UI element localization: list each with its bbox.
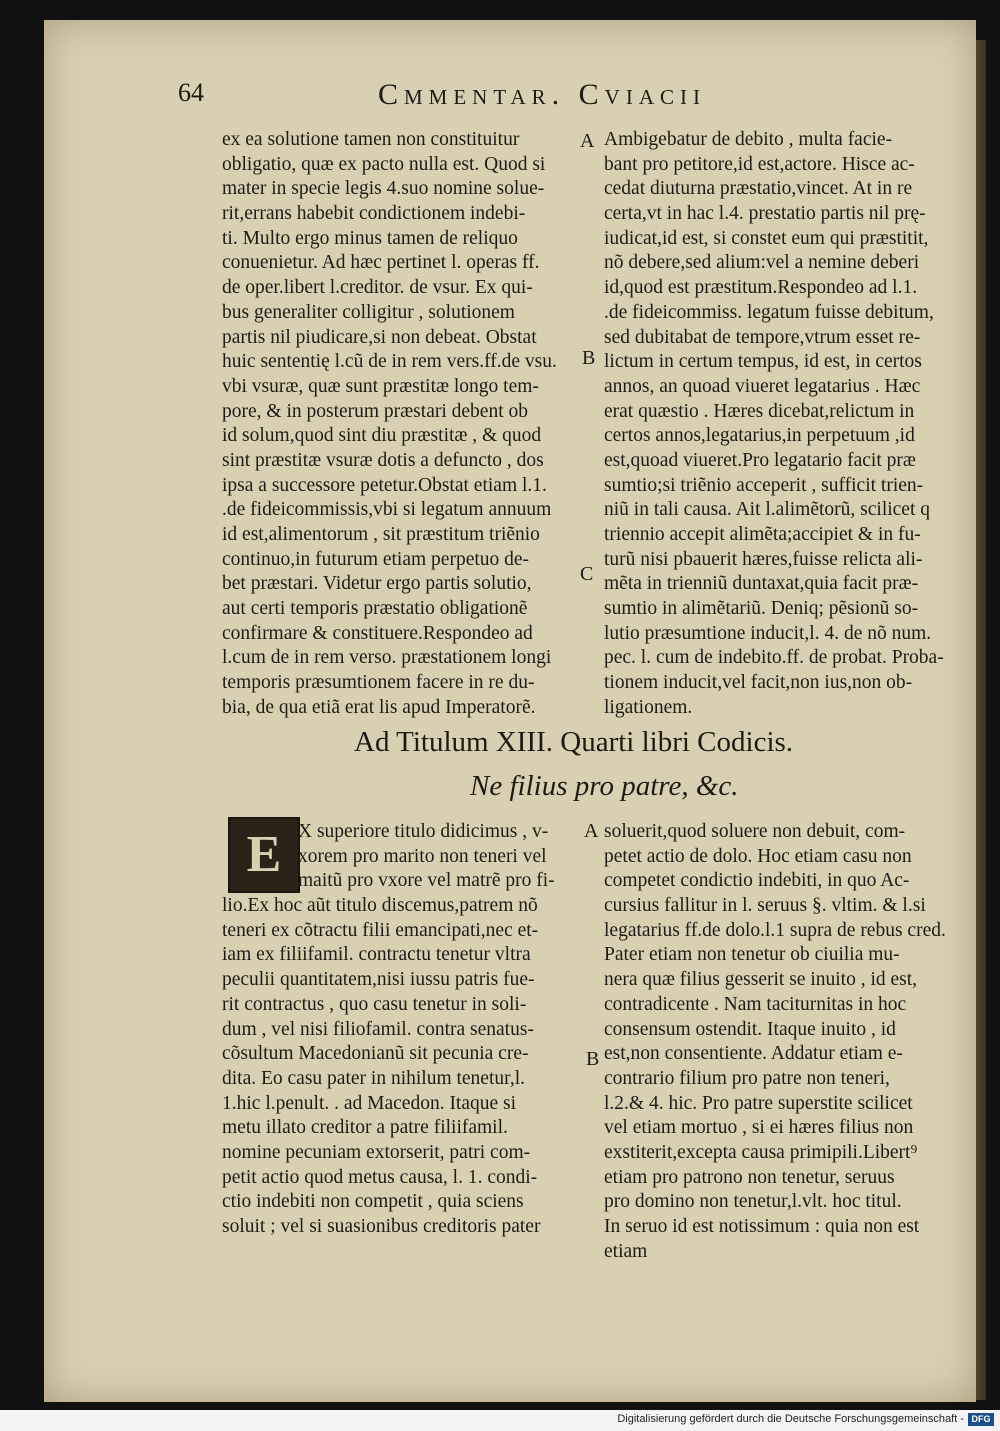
text-line: l.2.& 4. hic. Pro patre superstite scilicet (604, 1092, 913, 1114)
text-line: competet condictio indebiti, in quo Ac- (604, 870, 910, 892)
text-line: erat quæstio . Hæres dicebat,relictum in (604, 400, 915, 422)
text-line: lutio præsumtione inducit,l. 4. de nõ num. (604, 622, 932, 644)
text-line: ipsa a successore petetur.Obstat etiam l.1. (222, 474, 547, 496)
text-line: lio.Ex hoc aũt titulo discemus,patrem nõ (222, 895, 538, 917)
text-line: Ambigebatur de debito , multa facie- (604, 129, 893, 150)
dfg-logo: DFG (968, 1413, 994, 1426)
column-right-top (604, 128, 962, 721)
text-line: bant pro petitore,id est,actore. Hisce ac- (604, 153, 915, 175)
text-line: cõsultum Macedonianũ sit pecunia cre- (222, 1043, 529, 1065)
text-line: id est,alimentorum , sit præstitum triẽnio (222, 524, 540, 545)
text-line: ligationem. (604, 696, 693, 718)
margin-marker-b: B (582, 347, 596, 369)
text-line: rit,errans habebit condictionem indebi- (222, 203, 526, 225)
text-line: pore, & in posterum præstari debent ob (222, 400, 528, 422)
text-line: sint præstitæ vsuræ dotis a defuncto , dos (222, 449, 544, 471)
text-line: cursius fallitur in l. seruus §. vltim. & l.si (604, 895, 926, 917)
text-line: cedat diuturna præstatio,vincet. At in re (604, 178, 913, 200)
text-line: rit contractus , quo casu tenetur in soli- (222, 993, 527, 1015)
text-line: contradicente . Nam taciturnitas in hoc (604, 993, 907, 1015)
text-line: temporis præsumtionem facere in re du- (222, 672, 535, 694)
text-line: de oper.libert l.creditor. de vsur. Ex qui- (222, 277, 533, 299)
section-subtitle: Ne filius pro patre, &c. (470, 770, 739, 802)
margin-marker-b2: B (586, 1048, 600, 1070)
text-line: bia, de qua etiã erat lis apud Imperatorẽ. (222, 696, 536, 718)
text-line: metu illato creditor a patre filiifamil. (222, 1117, 508, 1139)
text-line: huic sententię l.cũ de in rem vers.ff.de vsu. (222, 351, 557, 373)
text-line: partis nil piudicare,si non debeat. Obstat (222, 326, 537, 348)
text-line: vbi vsuræ, quæ sunt præstitæ longo tem- (222, 375, 539, 397)
text-line: iam ex filiifamil. contractu tenetur vltra (222, 944, 531, 966)
text-line: mẽta in trienniũ duntaxat,quia facit præ- (604, 573, 919, 595)
text-line: continuo,in futurum etiam perpetuo de- (222, 548, 530, 570)
text-line: turũ nisi pbauerit hæres,fuisse relicta ali- (604, 548, 923, 570)
text-line: Pater etiam non tenetur ob ciuilia mu- (604, 944, 900, 966)
page-header (178, 78, 938, 118)
text-line: mater in specie legis 4.suo nomine solue- (222, 178, 545, 200)
text-line: id solum,quod sint diu præstitæ , & quod (222, 425, 542, 447)
column-left-top (222, 128, 572, 721)
running-head: Cmmentar. Cviacii (378, 78, 706, 111)
text-line: nõ debere,sed alium:vel a nemine deberi (604, 252, 920, 274)
text-line: bet præstari. Videtur ergo partis solutio, (222, 573, 532, 595)
text-line: lictum in certum tempus, id est, in certos (604, 351, 922, 373)
text-line: vel etiam mortuo , si ei hæres filius non (604, 1117, 914, 1139)
margin-marker-a: A (580, 130, 595, 152)
text-line: petet actio de dolo. Hoc etiam casu non (604, 845, 912, 867)
text-line: xorem pro marito non teneri vel (298, 845, 547, 867)
footer-bar (0, 1410, 1000, 1431)
text-line: In seruo id est notissimum : quia non est (604, 1216, 920, 1237)
text-line: exstiterit,excepta causa primipili.Libert⁹ (604, 1141, 918, 1163)
text-line: dita. Eo casu pater in nihilum tenetur,l. (222, 1067, 526, 1089)
page-number: 64 (178, 78, 204, 107)
text-line: tionem inducit,vel facit,non ius,non ob- (604, 672, 913, 694)
text-line: sumtio in alimẽtariũ. Deniq; pẽsionũ so- (604, 598, 919, 620)
text-line: obligatio, quæ ex pacto nulla est. Quod si (222, 153, 546, 175)
text-line: dum , vel nisi filiofamil. contra senatus- (222, 1018, 534, 1040)
text-line: consensum ostendit. Itaque inuito , id (604, 1018, 896, 1040)
margin-marker-a2: A (584, 820, 599, 842)
text-line: est,non consentiente. Addatur etiam e- (604, 1043, 903, 1065)
text-line: nera quæ filius gesserit se inuito , id est, (604, 969, 918, 991)
text-line: sumtio;si triẽnio acceperit , sufficit trien- (604, 474, 924, 496)
text-line: iudicat,id est, si constet eum qui præstitit, (604, 227, 929, 249)
column-left-bottom (222, 820, 572, 1240)
text-line: contrario filium pro patre non teneri, (604, 1067, 890, 1089)
text-line: pro domino non tenetur,l.vlt. hoc titul. (604, 1191, 902, 1213)
footer-text: Digitalisierung gefördert durch die Deutsche Forschungsgemeinschaft - (617, 1413, 964, 1425)
text-line: est,quoad viueret.Pro legatario facit præ (604, 449, 916, 471)
section-title: Ad Titulum XIII. Quarti libri Codicis. (354, 726, 794, 758)
text-line: .de fideicommiss. legatum fuisse debitum, (604, 301, 934, 323)
column-right-bottom (604, 820, 962, 1264)
text-line: ex ea solutione tamen non constituitur (222, 129, 520, 150)
text-line: soluit ; vel si suasionibus creditoris pater (222, 1216, 541, 1237)
text-line: petit actio quod metus causa, l. 1. condi- (222, 1166, 538, 1188)
text-line: etiam pro patrono non tenetur, seruus (604, 1166, 895, 1188)
text-line: ti. Multo ergo minus tamen de reliquo (222, 227, 518, 249)
text-line: sed dubitabat de tempore,vtrum esset re- (604, 326, 921, 348)
text-line: peculii quantitatem,nisi iussu patris fue- (222, 969, 535, 991)
text-line: l.cum de in rem verso. præstationem longi (222, 647, 552, 669)
text-line: certos annos,legatarius,in perpetuum ,id (604, 425, 915, 447)
text-line: id,quod est præstitum.Respondeo ad l.1. (604, 277, 918, 299)
margin-marker-c: C (580, 563, 594, 585)
text-line: aut certi temporis præstatio obligationẽ (222, 598, 528, 620)
text-line: annos, an quoad viueret legatarius . Hæc (604, 375, 921, 397)
text-line: confirmare & constituere.Respondeo ad (222, 622, 533, 644)
text-line: bus generaliter colligitur , solutionem (222, 301, 515, 323)
text-line: maitũ pro vxore vel matrẽ pro fi- (298, 870, 555, 892)
text-line: conuenietur. Ad hæc pertinet l. operas ff. (222, 252, 540, 274)
text-line: ctio indebiti non competit , quia sciens (222, 1191, 524, 1213)
text-line: nomine pecuniam extorserit, patri com- (222, 1141, 531, 1163)
text-line: niũ in tali causa. Ait l.alimẽtorũ, scilicet q (604, 499, 931, 521)
text-line: .de fideicommissis,vbi si legatum annuum (222, 499, 552, 521)
text-line: triennio accepit alimẽta;accipiet & in fu- (604, 524, 921, 545)
text-line: pec. l. cum de indebito.ff. de probat. Proba- (604, 647, 944, 669)
text-line: soluerit,quod soluere non debuit, com- (604, 821, 906, 842)
text-line: legatarius ff.de dolo.l.1 supra de rebus cred. (604, 919, 946, 941)
text-line: 1.hic l.penult. . ad Macedon. Itaque si (222, 1092, 517, 1114)
text-line: X superiore titulo didicimus , v- (298, 821, 549, 842)
initial-letter: E (246, 826, 282, 883)
text-line: certa,vt in hac l.4. prestatio partis nil prę- (604, 203, 926, 225)
text-line: teneri ex cõtractu filii emancipati,nec et- (222, 919, 539, 941)
text-line: etiam (604, 1240, 648, 1262)
